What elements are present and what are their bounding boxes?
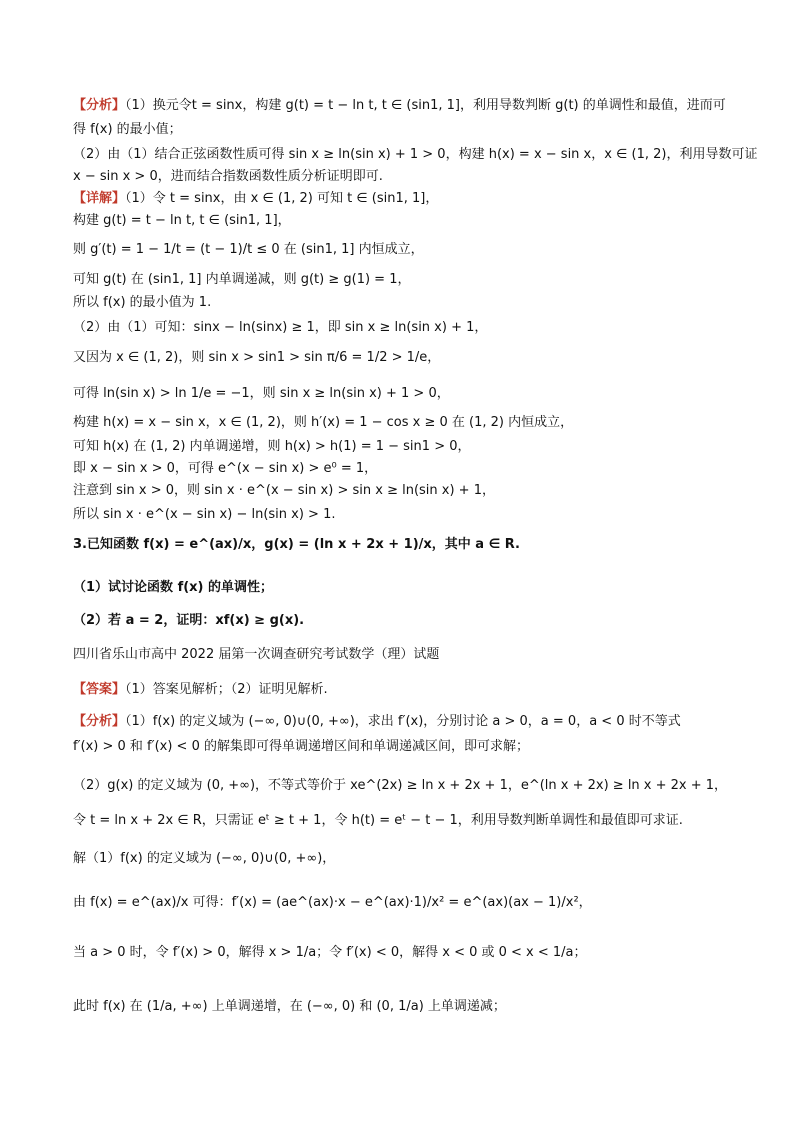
problem-part-2: （2）若 a = 2，证明：xf(x) ≥ g(x). [73,613,305,628]
answer-line: 【答案】（1）答案见解析；（2）证明见解析. [73,682,328,697]
line: 构建 g(t) = t − ln t, t ∈ (sin1, 1]， [73,213,291,228]
line: 所以 f(x) 的最小值为 1. [73,295,212,310]
line: 可得 ln(sin x) > ln 1/e = −1，则 sin x ≥ ln(sin x) + 1 > 0， [73,386,450,401]
problem-statement: 3.已知函数 f(x) = e^(ax)/x，g(x) = (ln x + 2x + 1)/x，其中 a ∈ R. [73,537,520,552]
problem-part-1: （1）试讨论函数 f(x) 的单调性； [73,580,274,595]
solution-line: 当 a > 0 时，令 f′(x) > 0，解得 x > 1/a；令 f′(x) < 0，解得 x < 0 或 0 < x < 1/a； [73,945,587,960]
line: 可知 h(x) 在 (1, 2) 内单调递增，则 h(x) > h(1) = 1 − sin1 > 0， [73,439,471,454]
analysis-line: （2）g(x) 的定义域为 (0, +∞)，不等式等价于 xe^(2x) ≥ ln x + 2x + 1，e^(ln x + 2x) ≥ ln x + 2x + 1， [73,778,728,793]
line: （2）由（1）结合正弦函数性质可得 sin x ≥ ln(sin x) + 1 > 0，构建 h(x) = x − sin x，x ∈ (1, 2)，利用导数可证 [73,147,758,162]
line: 得 f(x) 的最小值； [73,122,182,137]
line: 则 g′(t) = 1 − 1/t = (t − 1)/t ≤ 0 在 (sin1, 1] 内恒成立， [73,242,424,257]
line: 又因为 x ∈ (1, 2)，则 sin x > sin1 > sin π/6 = 1/2 > 1/e， [73,350,441,365]
line: 构建 h(x) = x − sin x，x ∈ (1, 2)，则 h′(x) = 1 − cos x ≥ 0 在 (1, 2) 内恒成立， [73,415,574,430]
analysis-line: 【分析】（1）f(x) 的定义域为 (−∞, 0)∪(0, +∞)，求出 f′(x)，分别讨论 a > 0，a = 0，a < 0 时不等式 [73,714,681,729]
line: 所以 sin x · e^(x − sin x) − ln(sin x) > 1. [73,507,336,522]
line: 【详解】（1）令 t = sinx，由 x ∈ (1, 2) 可知 t ∈ (sin1, 1]， [73,191,439,206]
line: 即 x − sin x > 0，可得 e^(x − sin x) > e⁰ = 1， [73,461,378,476]
line: x − sin x > 0，进而结合指数函数性质分析证明即可. [73,169,383,184]
problem-source: 四川省乐山市高中 2022 届第一次调查研究考试数学（理）试题 [73,647,440,662]
analysis-line: 令 t = ln x + 2x ∈ R，只需证 eᵗ ≥ t + 1，令 h(t) = eᵗ − t − 1，利用导数判断单调性和最值即可求证. [73,813,683,828]
solution-line: 此时 f(x) 在 (1/a, +∞) 上单调递增，在 (−∞, 0) 和 (0, 1/a) 上单调递减； [73,999,506,1014]
line: 可知 g(t) 在 (sin1, 1] 内单调递减，则 g(t) ≥ g(1) = 1， [73,272,411,287]
solution-line: 解（1）f(x) 的定义域为 (−∞, 0)∪(0, +∞)， [73,851,336,866]
line: 【分析】（1）换元令t = sinx，构建 g(t) = t − ln t, t ∈ (sin1, 1]，利用导数判断 g(t) 的单调性和最值，进而可 [73,98,726,113]
analysis-line: f′(x) > 0 和 f′(x) < 0 的解集即可得单调递增区间和单调递减区间，即可求解； [73,739,529,754]
line: 注意到 sin x > 0，则 sin x · e^(x − sin x) > sin x ≥ ln(sin x) + 1， [73,483,495,498]
line: （2）由（1）可知：sinx − ln(sinx) ≥ 1，即 sin x ≥ ln(sin x) + 1， [73,320,488,335]
solution-line: 由 f(x) = e^(ax)/x 可得：f′(x) = (ae^(ax)·x − e^(ax)·1)/x² = e^(ax)(ax − 1)/x²， [73,895,592,910]
